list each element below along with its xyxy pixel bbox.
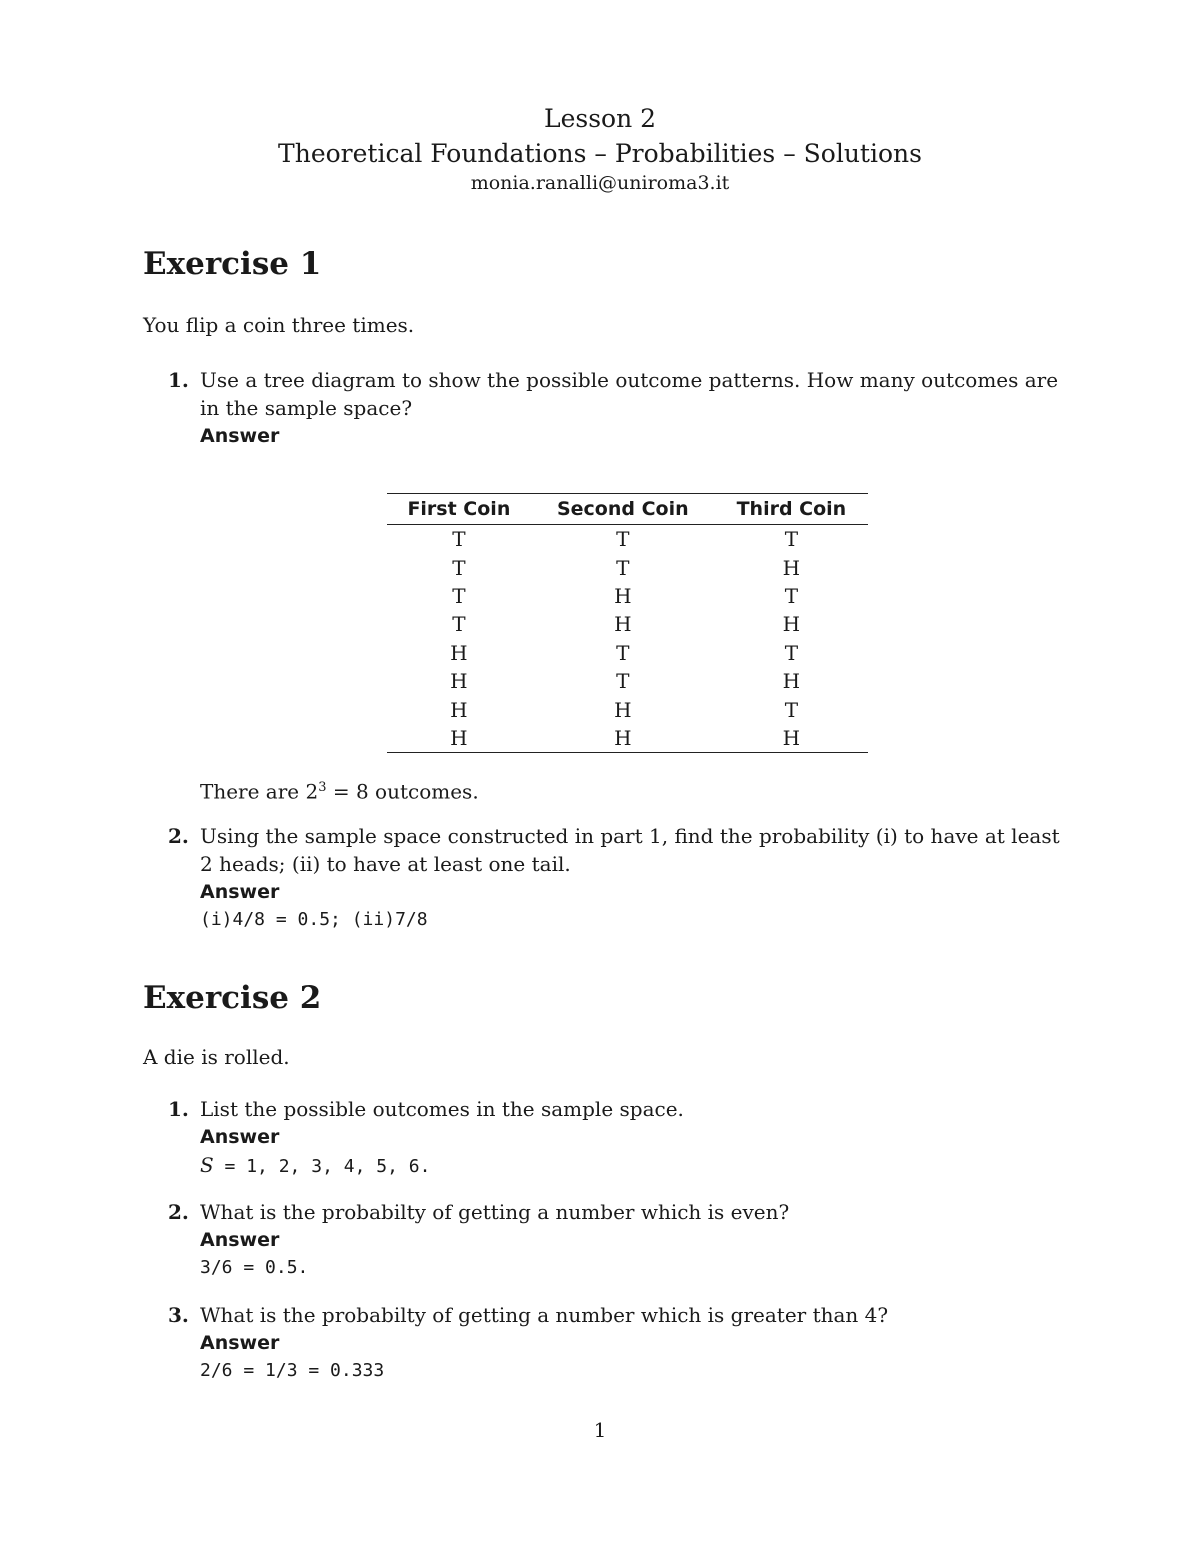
answer-label: Answer [200,1126,280,1148]
question-number: 1. [168,1097,189,1121]
table-cell: T [452,612,466,637]
table-cell: T [616,669,630,694]
table-cell: T [616,640,630,665]
question-number: 1. [168,368,189,392]
table-row [387,724,868,753]
document-subtitle: Theoretical Foundations – Probabilities – Solutions [278,139,922,168]
question-text: List the possible outcomes in the sample space. [200,1097,684,1121]
table-row [387,695,868,723]
table-cell: T [784,583,799,608]
exercise-1-intro: You flip a coin three times. [143,313,415,337]
table-cell: H [782,669,801,694]
table-cell: T [452,527,466,552]
table-row [387,582,868,610]
exercise-2-question-1 [168,1095,1063,1181]
table-cell: H [531,724,715,753]
question-text: What is the probabilty of getting a number which is even? [200,1200,790,1224]
table-cell: T [784,697,799,722]
column-header: First Coin [387,494,531,525]
exercise-1-question-2 [168,822,1063,934]
answer-label: Answer [200,425,280,447]
table-cell: T [452,555,466,580]
author-email: monia.ranalli@uniroma3.it [470,172,730,194]
set-values: = 1, 2, 3, 4, 5, 6. [213,1156,431,1177]
table-cell: H [782,612,801,637]
table-cell: H [450,640,468,665]
table-cell: T [452,583,466,608]
answer-label: Answer [200,1332,280,1354]
exercise-2-intro: A die is rolled. [143,1045,290,1069]
column-header: Third Coin [715,494,868,525]
table-cell: H [450,697,468,722]
table-cell: H [450,669,468,694]
exercise-2-heading: Exercise 2 [143,980,322,1016]
coin-outcomes-table [387,493,868,753]
table-cell: H [715,724,868,753]
question-number: 3. [168,1303,189,1327]
table-cell: H [614,612,632,637]
table-cell: H [614,697,632,722]
exercise-2-question-3 [168,1301,1063,1385]
exponent: 3 [318,780,327,795]
table-cell: T [616,555,630,580]
lesson-title: Lesson 2 [543,104,657,133]
table-cell: H [782,555,801,580]
question-text: Using the sample space constructed in part 1, find the probability (i) to have at least 2 heads; (ii) to have at least one tail. [200,824,1060,876]
exercise-1-heading: Exercise 1 [143,246,322,282]
table-cell: T [784,640,799,665]
table-cell: H [387,724,531,753]
table-row [387,667,868,695]
outcome-count-statement [168,774,1063,806]
answer-label: Answer [200,881,280,903]
question-text: Use a tree diagram to show the possible outcome patterns. How many outcomes are in the sample space? [200,368,1059,420]
table-cell: T [784,527,799,552]
table-row [387,525,868,554]
question-number: 2. [168,1200,189,1224]
answer-text [200,1151,1063,1181]
page-number: 1 [593,1418,607,1442]
table-header-row [387,494,868,525]
set-variable: S [200,1153,214,1177]
answer-text: (i)4/8 = 0.5; (ii)7/8 [200,909,428,930]
table-row [387,610,868,638]
table-row [387,639,868,667]
answer-text: 2/6 = 1/3 = 0.333 [200,1360,385,1381]
question-number: 2. [168,824,189,848]
conclusion-text: There are 2 [200,779,319,804]
answer-label: Answer [200,1229,280,1251]
answer-text: 3/6 = 0.5. [200,1257,309,1278]
table-row [387,553,868,581]
exercise-1-question-1 [168,366,1063,450]
table-cell: T [616,527,630,552]
question-text: What is the probabilty of getting a number which is greater than 4? [200,1303,889,1327]
conclusion-text-end: = 8 outcomes. [326,779,479,804]
exercise-2-question-2 [168,1198,1063,1282]
table-cell: H [614,583,632,608]
column-header: Second Coin [531,494,715,525]
